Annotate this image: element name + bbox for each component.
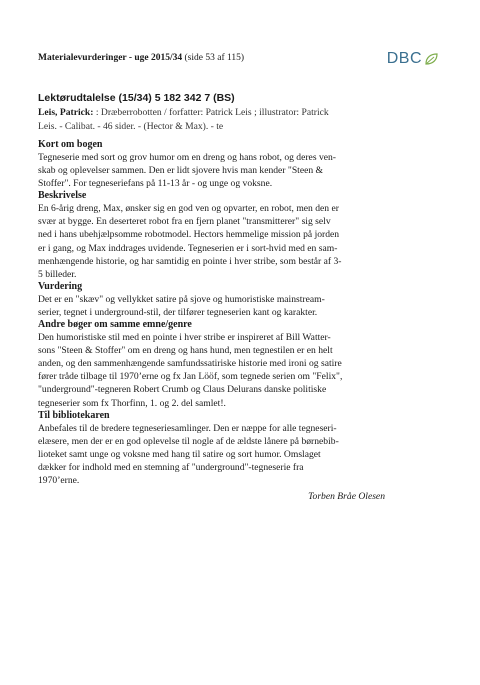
paragraph-line: Tegneserie med sort og grov humor om en dreng og hans robot, og deres ven- <box>38 152 336 163</box>
section-heading: Til bibliotekaren <box>38 409 110 421</box>
section-paragraph <box>38 151 430 190</box>
paragraph-line: er i gang, og Max inddrages uvidende. Tegneserien er i sort-hvid med en sam- <box>38 242 338 254</box>
record-author: Leis, Patrick: <box>38 107 94 118</box>
paragraph-line: anden, og den sammenhængende samfundssatiriske historie med ironi og satire <box>38 358 342 370</box>
header-line <box>38 53 244 63</box>
dbc-logo <box>387 50 438 68</box>
leaf-icon <box>424 52 438 66</box>
paragraph-line: "underground"-tegneren Robert Crumb og Claus Delurans danske politiske <box>38 384 327 396</box>
record-meta-line2: Leis. - Calibat. - 46 sider. - (Hector & Max). - te <box>38 121 224 132</box>
header-page-number: (side 53 af 115) <box>184 53 245 63</box>
paragraph-line: serier, tegnet i underground-stil, der tilfører tegneserien kant og karakter. <box>38 306 318 318</box>
section-heading: Beskrivelse <box>38 190 87 202</box>
paragraph-line: 5 billeder. <box>38 268 77 280</box>
paragraph-line: menhængende historie, og har samtidig en pointe i hver stribe, som består af 3- <box>38 255 342 267</box>
section-paragraph <box>38 293 430 319</box>
section-paragraph <box>38 202 430 281</box>
section-heading: Andre bøger om samme emne/genre <box>38 319 192 331</box>
paragraph-line: Anbefales til de bredere tegneseriesamlinger. Den er næppe for alle tegneseri- <box>38 422 337 434</box>
paragraph-line: tegneserier som fx Thorfinn, 1. og 2. del samlet!. <box>38 397 226 409</box>
review-section <box>38 190 430 281</box>
paragraph-line: svær at bygge. En deserteret robot fra en fjern planet "transmitterer" sig selv <box>38 216 331 228</box>
paragraph-line: dækker for indhold med en stemning af "underground"-tegneserie fra <box>38 461 304 473</box>
header-title: Materialevurderinger - uge 2015/34 <box>38 53 183 63</box>
paragraph-line: Stoffer". For tegneseriefans på 11-13 år - og unge og voksne. <box>38 178 273 190</box>
record-title: Lektørudtalelse (15/34) 5 182 342 7 (BS) <box>38 92 235 104</box>
paragraph-line: lioteket samt unge og voksne med hang til satire og sort humor. Omslaget <box>38 448 321 460</box>
section-heading: Vurdering <box>38 280 83 292</box>
reviewer-signature: Torben Bråe Olesen <box>308 491 385 502</box>
page-header <box>38 50 438 74</box>
paragraph-line: fører tråde tilbage til 1970’erne og fx Jan Lööf, som tegnede serien om "Felix", <box>38 371 343 383</box>
section-paragraph <box>38 422 430 487</box>
review-section <box>38 319 430 410</box>
record-meta <box>38 106 398 134</box>
review-section <box>38 139 430 190</box>
paragraph-line: Det er en "skæv" og vellykket satire på sjove og humoristiske mainstream- <box>38 293 325 305</box>
paragraph-line: En 6-årig dreng, Max, ønsker sig en god ven og opvarter, en robot, men den er <box>38 203 339 215</box>
review-body <box>38 139 430 487</box>
paragraph-line: sons "Steen & Stoffer" om en dreng og hans hund, men tegnestilen er en helt <box>38 345 333 357</box>
logo-text: DBC <box>386 50 422 67</box>
paragraph-line: ned i hans ubehjælpsomme robotmodel. Hectors hemmelige mission på jorden <box>38 229 340 241</box>
paragraph-line: Den humoristiske stil med en pointe i hver stribe er inspireret af Bill Watter- <box>38 332 331 344</box>
review-section <box>38 410 430 487</box>
section-paragraph <box>38 331 430 410</box>
paragraph-line: skab og oplevelser sammen. Den er lidt sjovere hvis man kender "Steen & <box>38 165 323 177</box>
paragraph-line: elæsere, men der er en god oplevelse til nogle af de ældste lånere på børnebib- <box>38 435 339 447</box>
section-heading: Kort om bogen <box>38 139 103 150</box>
record-meta-line1: : Dræberrobotten / forfatter: Patrick Leis ; illustrator: Patrick <box>93 107 329 118</box>
review-section <box>38 281 430 319</box>
paragraph-line: 1970’erne. <box>38 474 80 486</box>
